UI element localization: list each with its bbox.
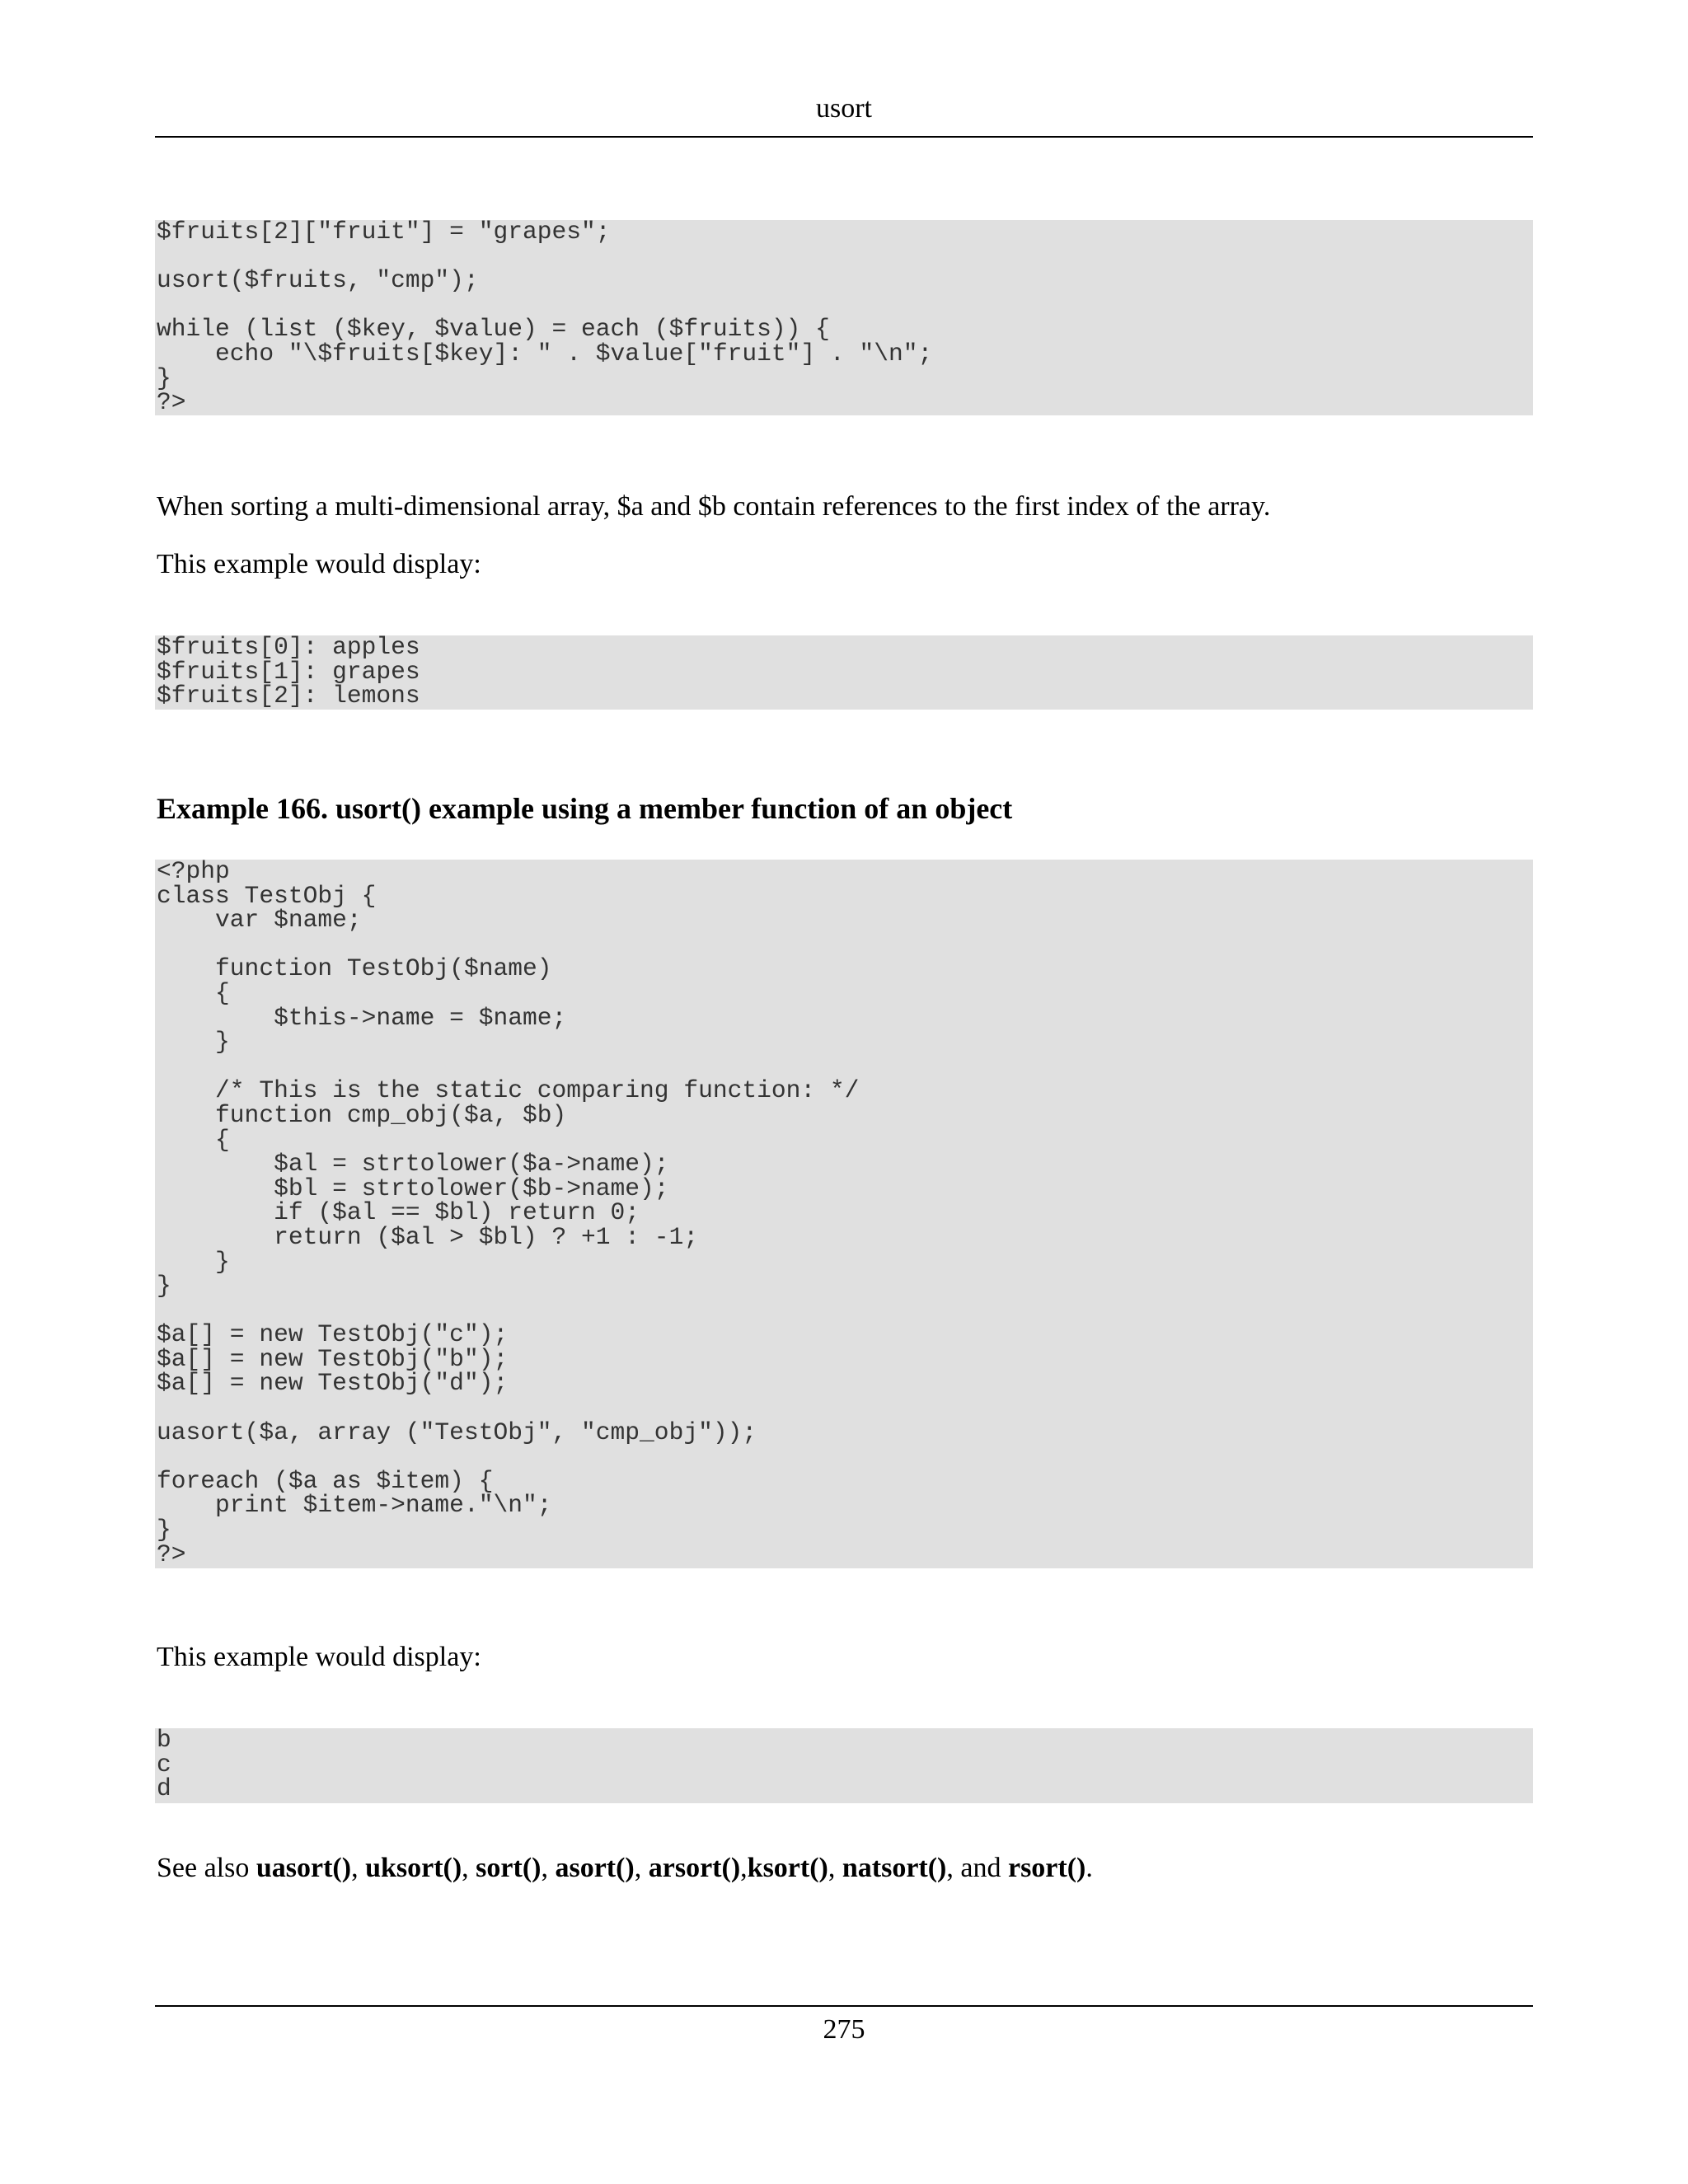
see-also-separator: , and [946, 1853, 1008, 1883]
see-also-separator: , [634, 1853, 649, 1883]
header-rule [155, 136, 1533, 138]
paragraph-multidimensional-note: When sorting a multi-dimensional array, $a and $b contain references to the first index of the array. [157, 491, 1271, 522]
see-also-separator: , [541, 1853, 556, 1883]
code-block-continuation: $fruits[2]["fruit"] = "grapes"; usort($fruits, "cmp"); while (list ($key, $value) = each ($fruits)) { echo "\$fruits[$key]: " . $value["fruit"] . "\n"; } ?> [155, 220, 1533, 415]
paragraph-display-intro-1: This example would display: [157, 549, 481, 579]
footer-rule [155, 2005, 1533, 2007]
see-also-separator: , [351, 1853, 366, 1883]
see-also-paragraph [157, 1852, 1533, 1885]
see-also-prefix: See also [157, 1853, 256, 1883]
see-also-separator: , [740, 1853, 748, 1883]
see-also-suffix: . [1085, 1853, 1093, 1883]
code-block-testobj: <?php class TestObj { var $name; function TestObj($name) { $this->name = $name; } /* This is the static comparing function: */ function cmp_obj($a, $b) { $al = strtolower($a->name); $bl = strtolower($b->name); if ($al == $bl) return 0; return ($al > $bl) ? +1 : -1; } } $a[] = new TestObj("c"); $a[] = new TestObj("b"); $a[] = new TestObj("d"); uasort($a, array ("TestObj", "cmp_obj")); foreach ($a as $item) { print $item->name."\n"; } ?> [155, 860, 1533, 1568]
output-block-fruits: $fruits[0]: apples $fruits[1]: grapes $fruits[2]: lemons [155, 635, 1533, 710]
link-uksort[interactable]: uksort() [365, 1853, 462, 1883]
example-heading: Example 166. usort() example using a member function of an object [157, 792, 1013, 825]
page-header: usort [816, 93, 872, 124]
link-natsort[interactable]: natsort() [842, 1853, 947, 1883]
output-block-letters: b c d [155, 1728, 1533, 1803]
link-ksort[interactable]: ksort() [747, 1853, 828, 1883]
see-also-separator: , [462, 1853, 476, 1883]
see-also-separator: , [828, 1853, 842, 1883]
link-arsort[interactable]: arsort() [648, 1853, 741, 1883]
link-rsort[interactable]: rsort() [1007, 1853, 1086, 1883]
page-number: 275 [823, 2014, 865, 2045]
link-asort[interactable]: asort() [555, 1853, 635, 1883]
link-uasort[interactable]: uasort() [256, 1853, 352, 1883]
paragraph-display-intro-2: This example would display: [157, 1642, 481, 1672]
link-sort[interactable]: sort() [476, 1853, 542, 1883]
